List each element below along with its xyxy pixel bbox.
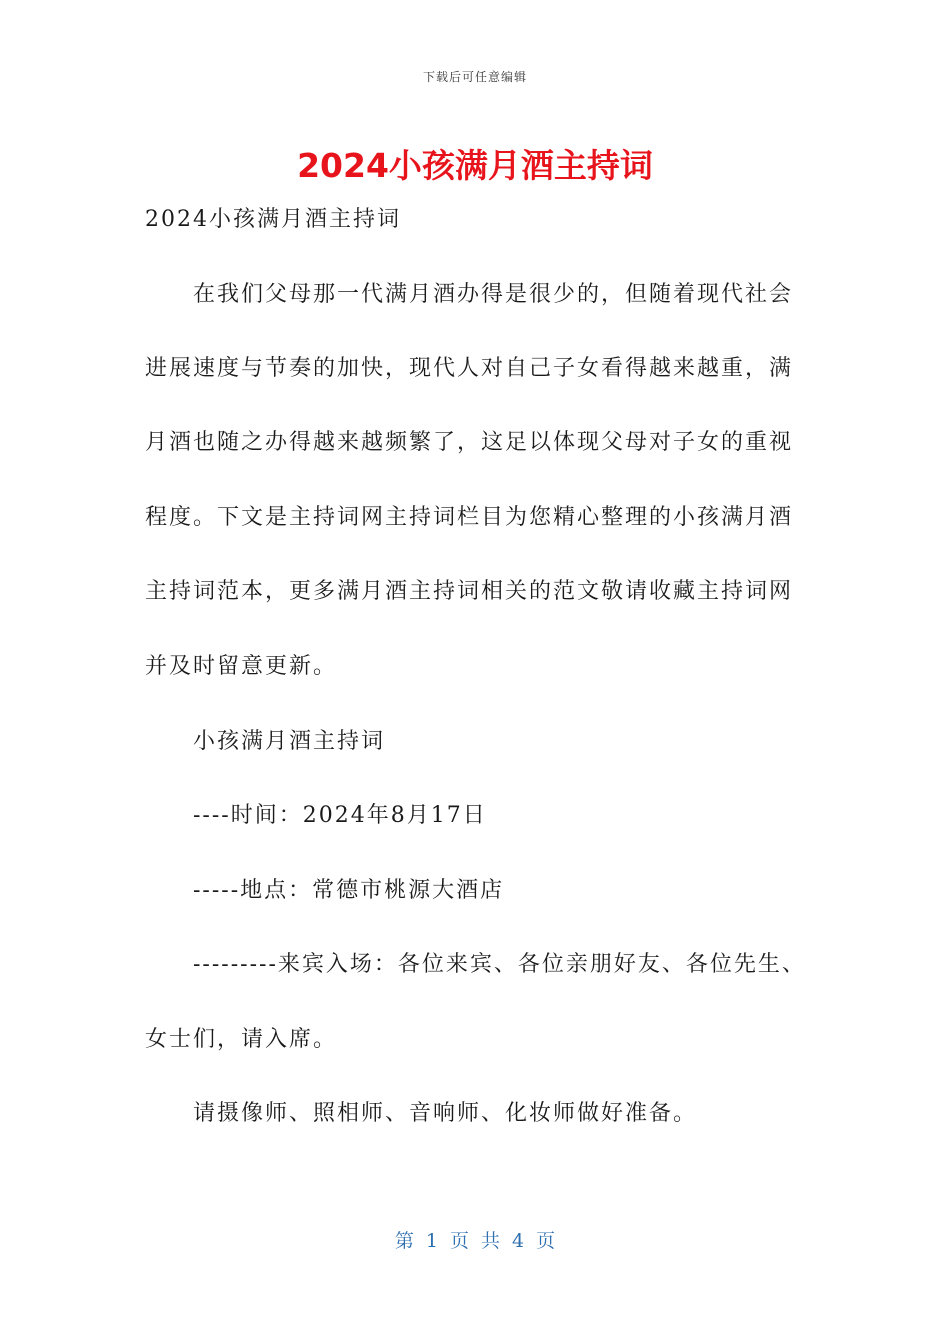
paragraph-line-1: 在我们父母那一代满月酒办得是很少的，但随着现代社会 xyxy=(193,282,794,307)
subtitle: 2024小孩满月酒主持词 xyxy=(145,207,401,232)
guests-line-2: 女士们，请入席。 xyxy=(145,1027,338,1052)
paragraph-line-4: 程度。下文是主持词网主持词栏目为您精心整理的小孩满月酒 xyxy=(145,505,794,530)
time-line: ----时间：2024年8月17日 xyxy=(193,803,487,828)
section-heading: 小孩满月酒主持词 xyxy=(193,729,386,754)
page-footer: 第 1 页 共 4 页 xyxy=(394,1230,556,1252)
header-note: 下载后可任意编辑 xyxy=(422,70,527,84)
paragraph-line-6: 并及时留意更新。 xyxy=(145,654,338,679)
place-line: -----地点：常德市桃源大酒店 xyxy=(193,878,505,903)
paragraph-line-2: 进展速度与节奏的加快，现代人对自己子女看得越来越重，满 xyxy=(145,356,794,381)
guests-line-1: ---------来宾入场：各位来宾、各位亲朋好友、各位先生、 xyxy=(193,952,806,977)
paragraph-line-5: 主持词范本，更多满月酒主持词相关的范文敬请收藏主持词网 xyxy=(145,579,794,604)
crew-line: 请摄像师、照相师、音响师、化妆师做好准备。 xyxy=(193,1101,698,1126)
document-title: 2024小孩满月酒主持词 xyxy=(297,146,653,185)
paragraph-line-3: 月酒也随之办得越来越频繁了，这足以体现父母对子女的重视 xyxy=(145,430,794,455)
